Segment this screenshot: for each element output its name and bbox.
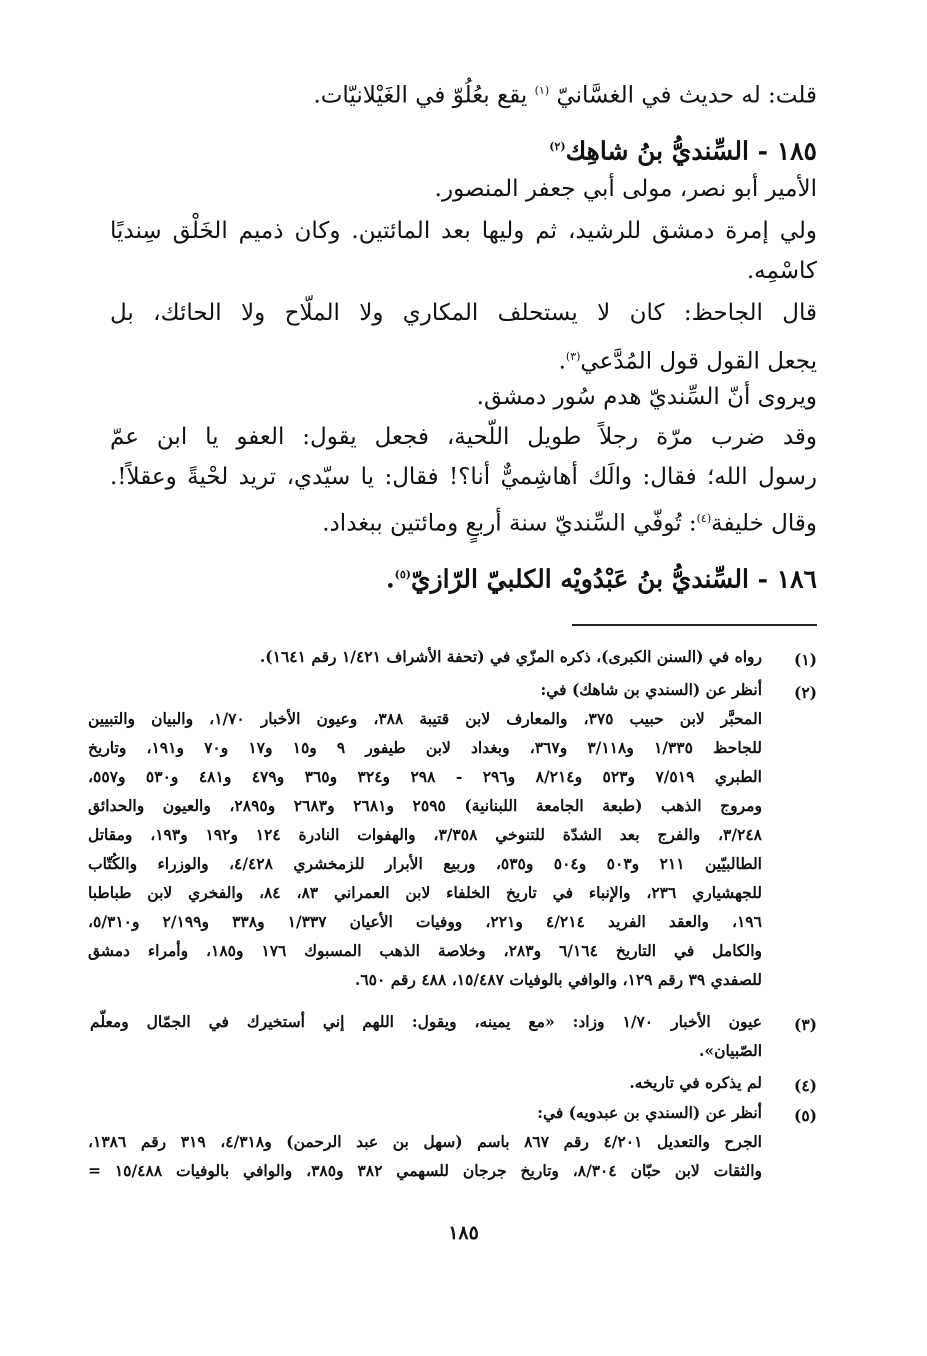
body-line-7: يجعل القول قول المُدَّعي$^{(٣)}$. [558, 348, 817, 375]
footnote-line: ٣/٢٤٨، والفرج بعد الشدّة للتنوخي ٣/٣٥٨، والهفوات النادرة ١٢٤ و١٩٢ و١٩٣، ومقاتل [88, 825, 762, 844]
footnote-line: الطبري ٧/٥١٩ و٥٢٣ و٨/٢١٤ و٢٩٦ - ٢٩٨ و٣٢٤ و٣٦٥ و٤٧٩ و٤٨١ و٥٣٠ و٥٥٧، [88, 767, 762, 786]
footnote-line: ومروج الذهب (طبعة الجامعة اللبنانية) ٢٥٩٥ و٢٦٨١ و٢٦٨٣ و٢٨٩٥، والعيون والحدائق [88, 796, 762, 815]
page-number: ١٨٥ [448, 1222, 479, 1244]
footnote-number: (١) [793, 650, 817, 669]
body-line-8 [120, 378, 817, 416]
footnote-line: للصفدي ٣٩ رقم ١٢٩، والوافي بالوفيات ١٥/٤٨٧، ٤٨٨ رقم ٦٥٠. [354, 970, 762, 989]
body-text: ولي إمرة دمشق للرشيد، ثم وليها بعد المائتين. وكان ذميم الخَلْق سِنديًا [110, 218, 817, 244]
body-line-3 [120, 170, 817, 208]
footnote-line: رواه في (السنن الكبرى)، ذكره المزّي في (تحفة الأشراف ١/٤٢١ رقم ١٦٤١). [259, 647, 762, 666]
body-line-5 [110, 252, 817, 290]
footnote-number: (٤) [793, 1076, 817, 1095]
body-text: قال الجاحظ: كان لا يستحلف المكاري ولا الملّاح ولا الحائك، بل [110, 300, 817, 326]
body-line-6 [110, 294, 817, 332]
entry-title: ١٨٦ - السِّنديُّ بنُ عَبْدُويْه الكلبيّ الرّازيّ [411, 564, 817, 594]
entry-title: ١٨٥ - السِّنديُّ بنُ شاهِك [565, 136, 817, 166]
footnote-line: أنظر عن (السندي بن شاهك) في: [540, 680, 762, 699]
body-line-1 [120, 72, 817, 115]
footnote-line: المحبَّر لابن حبيب ٣٧٥، والمعارف لابن قتيبة ٣٨٨، وعيون الأخبار ١/٧٠، والبيان والتبيين [88, 709, 762, 728]
footnote-divider [572, 624, 817, 626]
footnote-line: الجرح والتعديل ٤/٢٠١ رقم ٨٦٧ باسم (سهل بن عبد الرحمن) و٤/٣١٨، ٣١٩ رقم ١٣٨٦، [88, 1132, 762, 1151]
footnote-line: الصّبيان». [698, 1041, 762, 1060]
footnote-line: والكامل في التاريخ ٦/١٦٤ و٢٨٣، وخلاصة الذهب المسبوك ١٧٦ و١٨٥، وأمراء دمشق [88, 941, 762, 960]
footnote-line: أنظر عن (السندي بن عبدويه) في: [537, 1103, 762, 1122]
body-text: : تُوفّي السِّنديّ سنة أربعٍ ومائتين ببغداد. [322, 510, 697, 537]
body-text: كاسْمِه. [746, 258, 817, 284]
entry-heading-185 [120, 128, 817, 170]
footnote-marker: (٥) [394, 568, 412, 581]
footnote-marker: (٢) [549, 140, 566, 153]
footnote-marker: (٣) [565, 350, 581, 363]
body-line-10 [110, 458, 817, 496]
entry-heading-186 [120, 556, 817, 598]
footnote-line: لم يذكره في تاريخه. [629, 1073, 762, 1092]
body-text: قلت: له حديث في الغسَّانيّ [556, 82, 817, 109]
body-text: يجعل القول قول المُدَّعي [580, 348, 817, 375]
footnote-line: للجاحظ ١/٣٣٥ و٣/١١٨ و٣٦٧، وبغداد لابن طيفور ٩ و١٥ و١٧ و٧٠ و١٩١، وتاريخ [88, 738, 762, 757]
footnote-line: والثقات لابن حبّان ٨/٣٠٤، وتاريخ جرجان للسهمي ٣٨٢ و٣٨٥، والوافي بالوفيات ١٥/٤٨٨ = [88, 1161, 762, 1180]
body-text: الأمير أبو نصر، مولى أبي جعفر المنصور. [434, 176, 817, 202]
body-text: وقال خليفة [711, 510, 817, 537]
footnote-number: (٥) [793, 1106, 817, 1125]
footnote-line: ١٩٦، والعقد الفريد ٤/٢١٤ و٢٢١، ووفيات الأعيان ١/٣٣٧ و٣٣٨ و٢/١٩٩ و٥/٣١٠، [88, 912, 762, 931]
body-text: وقد ضرب مرّة رجلاً طويل اللّحية، فجعل يقول: العفو يا ابن عمّ [110, 424, 817, 450]
body-text: يقع بعُلُوّ في الغَيْلانيّات. [313, 82, 528, 109]
footnote-number: (٣) [793, 1015, 817, 1034]
footnote-number: (٢) [793, 683, 817, 702]
footnote-marker: (١) [534, 84, 550, 97]
body-line-4 [110, 212, 817, 250]
body-text: رسول الله؛ فقال: والَك أهاشِميٌّ أنا؟! فقال: يا سيّدي، تريد لحْيةً وعقلاً!. [110, 464, 817, 490]
footnote-line: الطالبيّين ٢١١ و٥٠٣ و٥٠٤ و٥٣٥، وربيع الأبرار للزمخشري ٤/٤٢٨، والوزراء والكُتّاب [88, 854, 762, 873]
body-line-9 [110, 418, 817, 456]
body-line-11 [120, 500, 817, 543]
footnote-line: عيون الأخبار ١/٧٠ وزاد: «مع يمينه، ويقول: اللهم إني أستخيرك في الجمّال ومعلّم [90, 1012, 762, 1031]
body-text: . [385, 564, 395, 594]
footnote-line: للجهشياري ٢٣٦، والإنباء في تاريخ الخلفاء لابن العمراني ٨٣، ٨٤، والفخري لابن طباطبا [88, 883, 762, 902]
footnote-marker: (٤) [696, 512, 712, 525]
body-text: ويروى أنّ السِّنديّ هدم سُور دمشق. [476, 384, 817, 410]
